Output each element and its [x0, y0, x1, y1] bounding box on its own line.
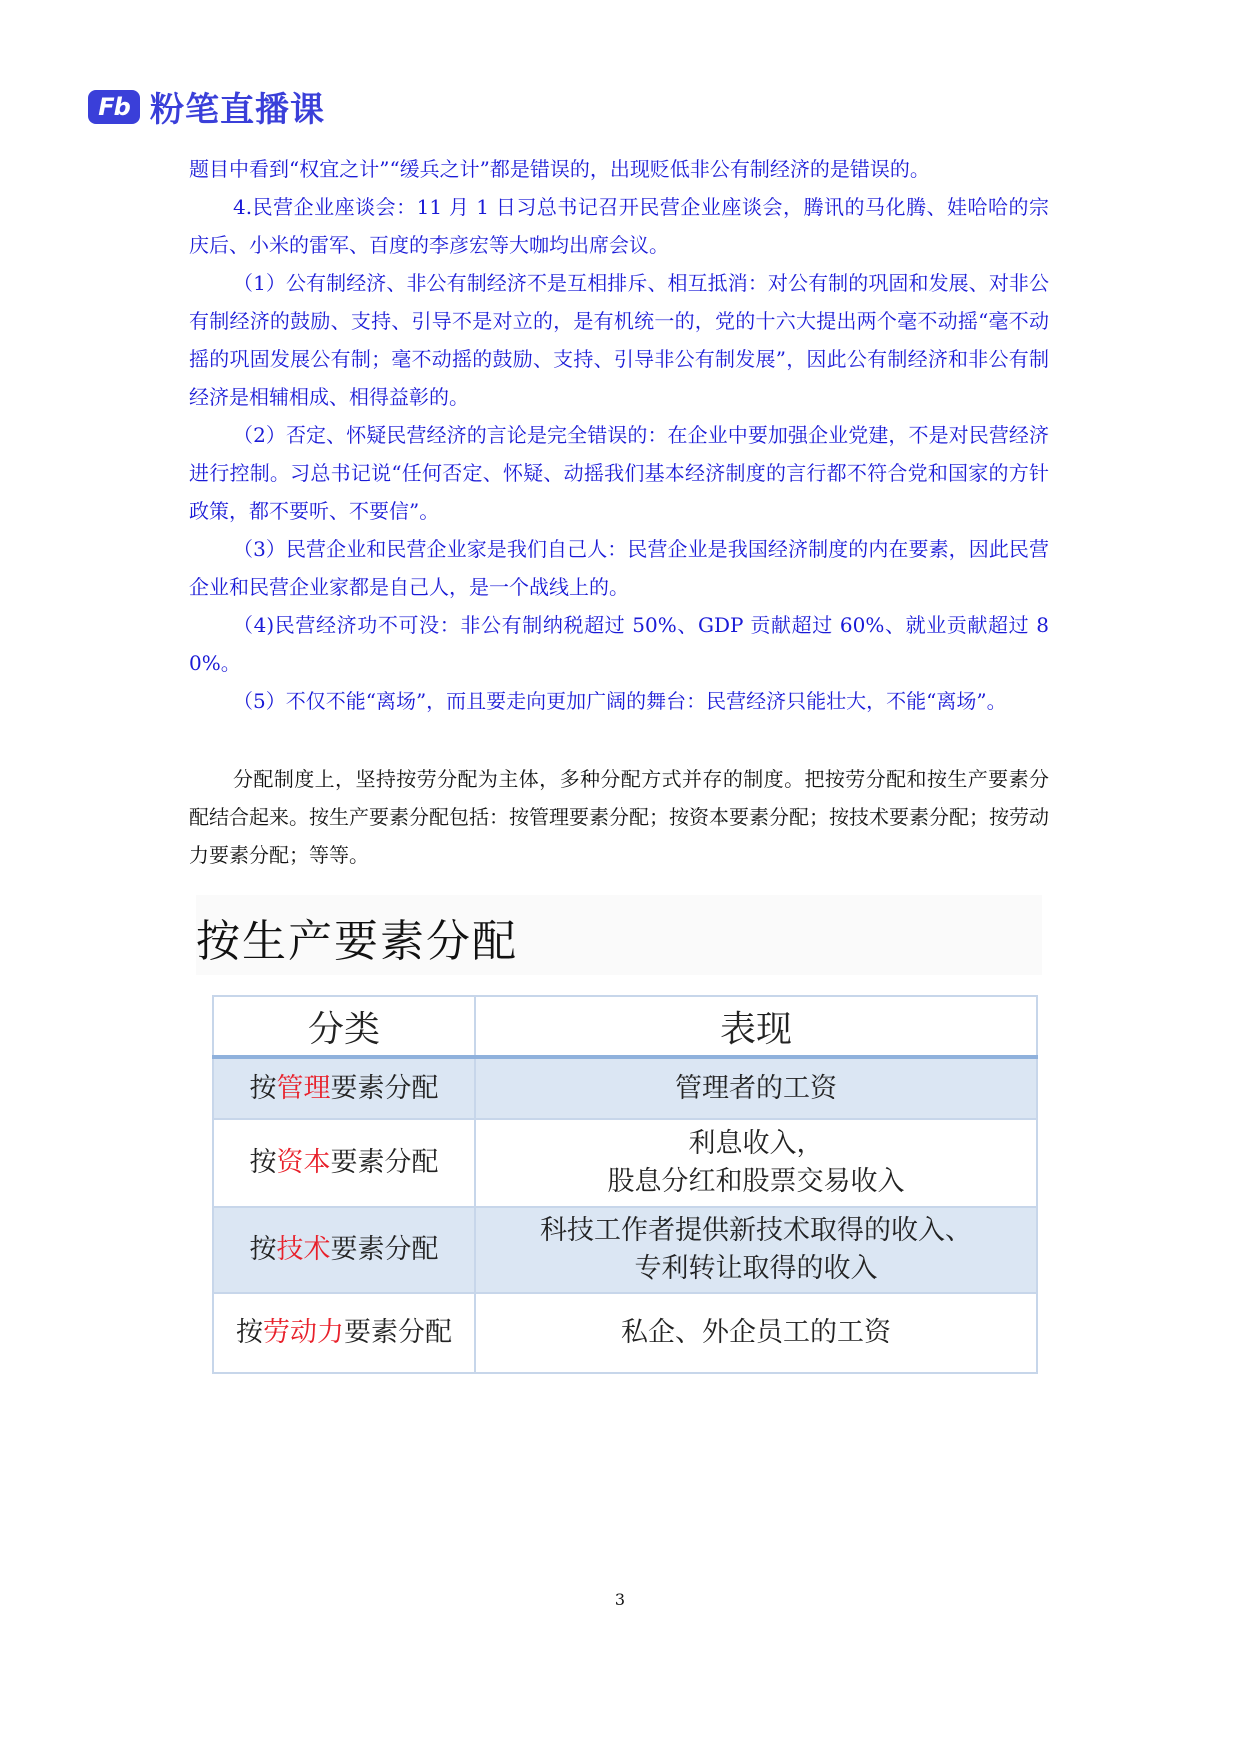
- description-line: 私企、外企员工的工资: [621, 1317, 891, 1348]
- description-cell: [475, 1119, 1037, 1207]
- table-row: [213, 1057, 1037, 1119]
- page-number: 3: [614, 1590, 626, 1609]
- brand-name: 粉笔直播课: [150, 90, 325, 130]
- category-suffix: 要素分配: [330, 1072, 439, 1104]
- paragraph-point-3: （3）民营企业和民营企业家是我们自己人：民营企业是我国经济制度的内在要素，因此民营企业和民营企业家都是自己人，是一个战线上的。: [189, 537, 1049, 599]
- category-cell: [213, 1207, 475, 1293]
- table-row: [213, 1207, 1037, 1293]
- table-row: [213, 1293, 1037, 1373]
- paragraph-point-4: （4)民营经济功不可没：非公有制纳税超过 50%、GDP 贡献超过 60%、就业贡献超过 80%。: [189, 613, 1049, 675]
- distribution-table: [212, 995, 1038, 1374]
- paragraph-symposium: 4.民营企业座谈会：11 月 1 日习总书记召开民营企业座谈会，腾讯的马化腾、娃哈哈的宗庆后、小米的雷军、百度的李彦宏等大咖均出席会议。: [189, 195, 1049, 257]
- paragraph-spacer: [189, 720, 1049, 760]
- paragraph-distribution: 分配制度上，坚持按劳分配为主体，多种分配方式并存的制度。把按劳分配和按生产要素分配结合起来。按生产要素分配包括：按管理要素分配；按资本要素分配；按技术要素分配；按劳动力要素分配；等等。: [189, 767, 1049, 867]
- category-cell: [213, 1057, 475, 1119]
- paragraph-point-5: （5）不仅不能“离场”，而且要走向更加广阔的舞台：民营经济只能壮大，不能“离场”。: [233, 689, 1007, 713]
- description-cell: [475, 1207, 1037, 1293]
- distribution-figure: [196, 895, 1042, 1395]
- description-line: 利息收入，: [688, 1128, 824, 1159]
- table-header-row: [213, 996, 1037, 1057]
- category-highlight: 劳动力: [263, 1317, 344, 1348]
- brand-logo-mark: Fb: [88, 90, 140, 124]
- paragraph-continuation: 题目中看到“权宜之计”“缓兵之计”都是错误的，出现贬低非公有制经济的是错误的。: [189, 157, 930, 181]
- category-highlight: 资本: [276, 1147, 331, 1178]
- category-prefix: 按: [249, 1072, 277, 1104]
- figure-title: 按生产要素分配: [196, 916, 518, 967]
- category-prefix: 按: [249, 1147, 277, 1178]
- table-row: [213, 1119, 1037, 1207]
- category-highlight: 技术: [276, 1234, 331, 1265]
- description-line: 科技工作者提供新技术取得的收入、: [540, 1215, 972, 1246]
- description-cell: [475, 1293, 1037, 1373]
- category-highlight: 管理: [276, 1072, 331, 1104]
- description-line: 股息分红和股票交易收入: [607, 1166, 905, 1197]
- category-prefix: 按: [236, 1317, 263, 1348]
- category-suffix: 要素分配: [330, 1147, 439, 1178]
- category-cell: [213, 1293, 475, 1373]
- paragraph-point-1: （1）公有制经济、非公有制经济不是互相排斥、相互抵消：对公有制的巩固和发展、对非公有制经济的鼓励、支持、引导不是对立的，是有机统一的，党的十六大提出两个毫不动摇“毫不动摇的巩固发展公有制；毫不动摇的鼓励、支持、引导非公有制发展”，因此公有制经济和非公有制经济是相辅相成、相得益彰的。: [189, 271, 1049, 409]
- paragraph-point-2: （2）否定、怀疑民营经济的言论是完全错误的：在企业中要加强企业党建，不是对民营经济进行控制。习总书记说“任何否定、怀疑、动摇我们基本经济制度的言行都不符合党和国家的方针政策，都不要听、不要信”。: [189, 423, 1049, 523]
- category-cell: [213, 1119, 475, 1207]
- header-manifestation: 表现: [475, 996, 1037, 1057]
- document-body: [189, 150, 1049, 874]
- brand-logo: [88, 82, 325, 131]
- description-cell: [475, 1057, 1037, 1119]
- description-line: 专利转让取得的收入: [634, 1253, 878, 1284]
- category-suffix: 要素分配: [330, 1234, 439, 1265]
- category-prefix: 按: [249, 1234, 277, 1265]
- category-suffix: 要素分配: [344, 1317, 452, 1348]
- header-category: 分类: [213, 996, 475, 1057]
- description-line: 管理者的工资: [675, 1072, 837, 1104]
